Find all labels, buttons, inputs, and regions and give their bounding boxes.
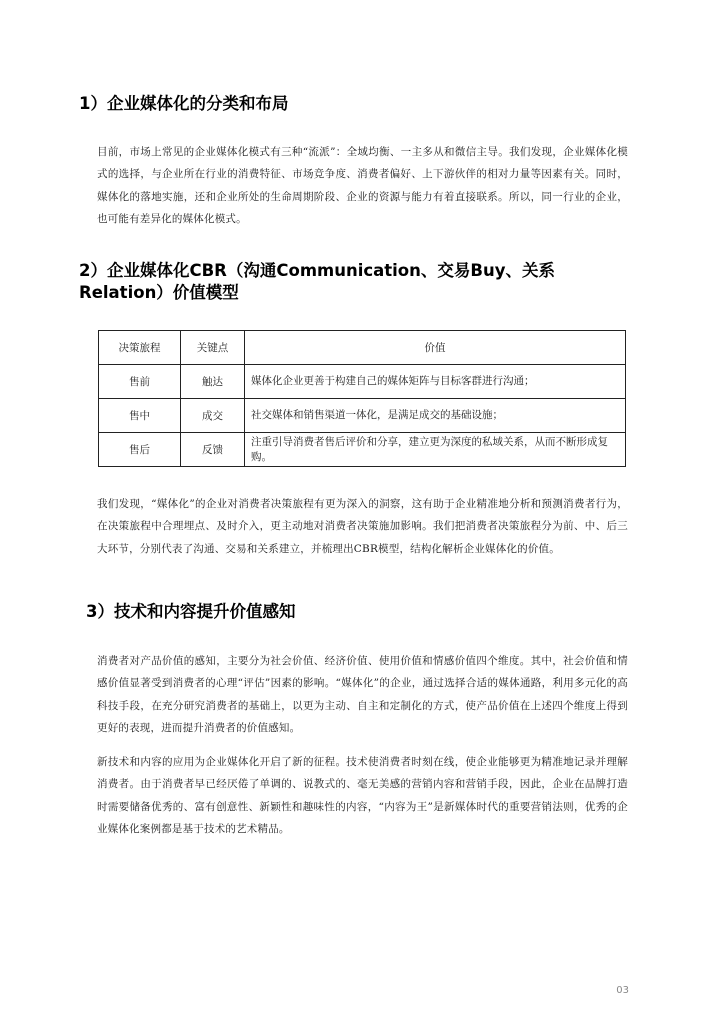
table-header-cell: 决策旅程 (99, 331, 181, 365)
section-3-paragraph-1: 消费者对产品价值的感知，主要分为社会价值、经济价值、使用价值和情感价值四个维度。其中，社会价值和情感价值显著受到消费者的心理“评估”因素的影响。“媒体化”的企业，通过选择合适的媒体通路，利用多元化的高科技手段，在充分研究消费者的基础上，以更为主动、自主和定制化的方式，使产品价值在上述四个维度上得到更好的表现，进而提升消费者的价值感知。 (97, 655, 628, 735)
stage-cell: 售后 (99, 433, 181, 467)
value-cell: 注重引导消费者售后评价和分享，建立更为深度的私域关系，从而不断形成复购。 (245, 433, 626, 467)
table-header-row (99, 331, 626, 365)
table-row (99, 365, 626, 399)
stage-cell: 售前 (99, 365, 181, 399)
table-row (99, 433, 626, 467)
stage-cell: 售中 (99, 399, 181, 433)
section-2-heading: 2）企业媒体化CBR（沟通Communication、交易Buy、关系Relation）价值模型 (79, 261, 555, 302)
section-1-heading: 1）企业媒体化的分类和布局 (79, 94, 289, 113)
table-header-cell: 关键点 (181, 331, 245, 365)
key-point-cell: 触达 (181, 365, 245, 399)
table-row (99, 399, 626, 433)
section-3-heading: 3）技术和内容提升价值感知 (86, 602, 296, 621)
table-header-cell: 价值 (245, 331, 626, 365)
section-2-paragraph: 我们发现，“媒体化”的企业对消费者决策旅程有更为深入的洞察，这有助于企业精准地分析和预测消费者行为，在决策旅程中合理埋点、及时介入，更主动地对消费者决策施加影响。我们把消费者决策旅程分为前、中、后三大环节，分别代表了沟通、交易和关系建立，并梳理出CBR模型，结构化解析企业媒体化的价值。 (97, 498, 628, 555)
page-number: 03 (616, 985, 629, 996)
cbr-value-table (98, 330, 626, 467)
value-cell: 社交媒体和销售渠道一体化，是满足成交的基础设施； (245, 399, 626, 433)
section-1-paragraph: 目前，市场上常见的企业媒体化模式有三种“流派”：全域均衡、一主多从和微信主导。我们发现，企业媒体化模式的选择，与企业所在行业的消费特征、市场竞争度、消费者偏好、上下游伙伴的相对力量等因素有关。同时，媒体化的落地实施，还和企业所处的生命周期阶段、企业的资源与能力有着直接联系。所以，同一行业的企业，也可能有差异化的媒体化模式。 (97, 146, 628, 226)
value-cell: 媒体化企业更善于构建自己的媒体矩阵与目标客群进行沟通； (245, 365, 626, 399)
key-point-cell: 成交 (181, 399, 245, 433)
section-3-paragraph-2: 新技术和内容的应用为企业媒体化开启了新的征程。技术使消费者时刻在线，使企业能够更为精准地记录并理解消费者。由于消费者早已经厌倦了单调的、说教式的、毫无美感的营销内容和营销手段，因此，企业在品牌打造时需要储备优秀的、富有创意性、新颖性和趣味性的内容，“内容为王”是新媒体时代的重要营销法则，优秀的企业媒体化案例都是基于技术的艺术精品。 (97, 756, 628, 836)
key-point-cell: 反馈 (181, 433, 245, 467)
